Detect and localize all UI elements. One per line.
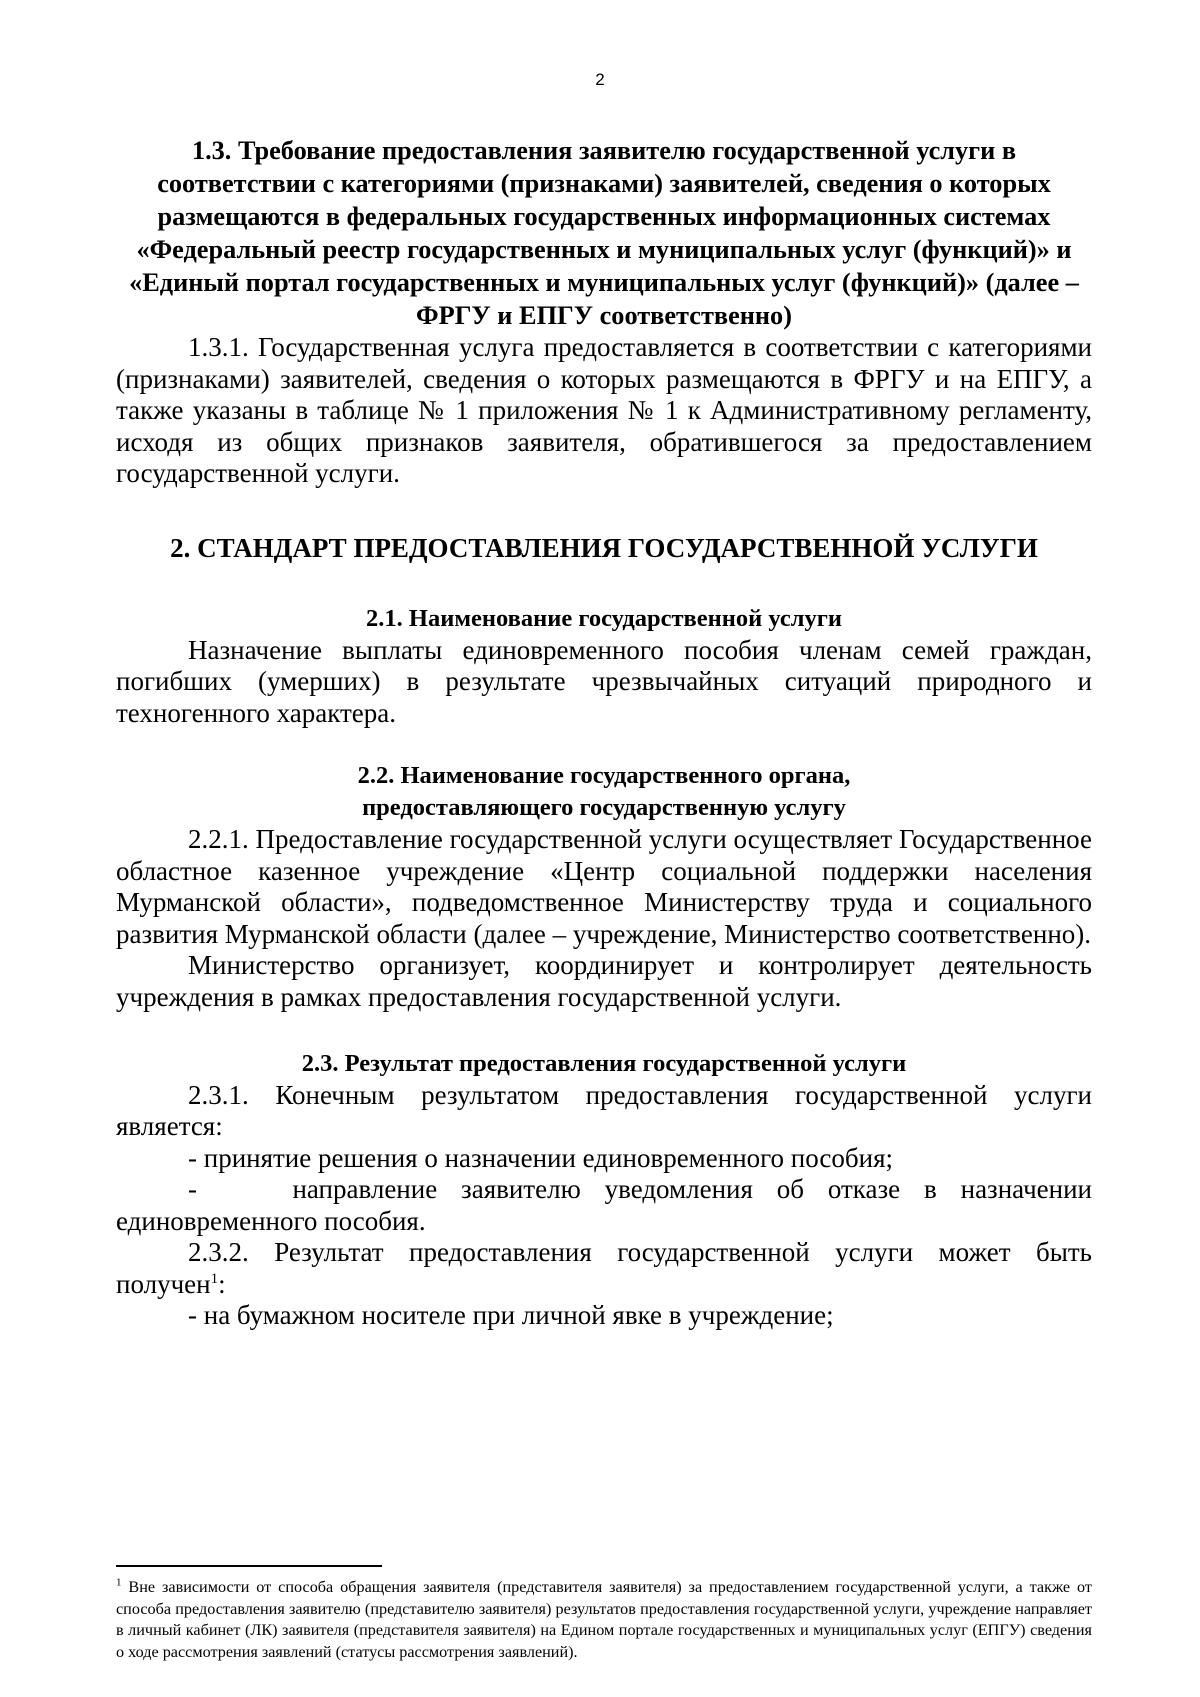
paragraph-2-3-2 [116, 1237, 1092, 1300]
footnote-reference[interactable]: 1 [210, 1270, 219, 1287]
paragraph-2-3-2-colon: : [218, 1268, 226, 1299]
footnote-marker: 1 [116, 1576, 122, 1589]
paragraph-2-3-1: 2.3.1. Конечным результатом предоставления государственной услуги является: [116, 1079, 1092, 1141]
section-2-2-heading-line-2: предоставляющего государственную услугу [362, 794, 846, 821]
list-item-paper-medium: - на бумажном носителе при личной явке в учреждение; [188, 1300, 834, 1330]
paragraph-2-2-1: 2.2.1. Предоставление государственной услуги осуществляет Государственное областное казенное учреждение «Центр социальной поддержки населения Мурманской области», подведомственное Министерству труда и социального развития Мурманской области (далее – учреждение, Министерство соответственно). [116, 824, 1092, 949]
footnote-text: Вне зависимости от способа обращения заявителя (представителя заявителя) за предоставлением государственной услуги, а также от способа предоставления заявителю (представителю заявителя) результатов предоставления государственной услуги, учреждение направляет в личный кабинет (ЛК) заявителя (представителя заявителя) на Едином портале государственных и муниципальных услуг (ЕПГУ) сведения о ходе рассмотрения заявлений (статусы рассмотрения заявлений). [116, 1578, 1092, 1661]
section-2-3-heading: 2.3. Результат предоставления государственной услуги [301, 1050, 907, 1077]
paragraph-2-3-2-text: 2.3.2. Результат предоставления государственной услуги может быть получен [116, 1237, 1092, 1299]
paragraph-1-3-1: 1.3.1. Государственная услуга предоставляется в соответствии с категориями (признаками) заявителей, сведения о которых размещаются в ФРГУ и на ЕПГУ, а также указаны в таблице № 1 приложения № 1 к Административному регламенту, исходя из общих признаков заявителя, обратившегося за предоставлением государственной услуги. [116, 332, 1092, 488]
section-2-heading: 2. СТАНДАРТ ПРЕДОСТАВЛЕНИЯ ГОСУДАРСТВЕННОЙ УСЛУГИ [170, 532, 1038, 563]
footnote-separator [116, 1565, 382, 1567]
paragraph-2-1-service-name: Назначение выплаты единовременного пособия членам семей граждан, погибших (умерших) в результате чрезвычайных ситуаций природного и техногенного характера. [116, 634, 1092, 728]
list-item-decision: - принятие решения о назначении единовременного пособия; [188, 1142, 894, 1173]
list-item-refusal-notice: - направление заявителю уведомления об отказе в назначении единовременного пособия. [116, 1174, 1092, 1236]
footnote [116, 1577, 1092, 1663]
section-1-3-heading: 1.3. Требование предоставления заявителю государственной услуги в соответствии с категориями (признаками) заявителей, сведения о которых размещаются в федеральных государственных информационных системах «Федеральный реестр государственных и муниципальных услуг (функций)» и «Единый портал государственных и муниципальных услуг (функций)» (далее – ФРГУ и ЕПГУ соответственно) [129, 136, 1079, 330]
document-body [116, 134, 1092, 1332]
section-2-1-heading: 2.1. Наименование государственной услуги [366, 605, 842, 632]
section-2-2-heading-line-1: 2.2. Наименование государственного органа, [357, 762, 851, 789]
section-2-2-heading [116, 760, 1092, 824]
paragraph-2-2-ministry: Министерство организует, координирует и контролирует деятельность учреждения в рамках предоставления государственной услуги. [116, 950, 1092, 1012]
page-number: 2 [595, 70, 605, 89]
